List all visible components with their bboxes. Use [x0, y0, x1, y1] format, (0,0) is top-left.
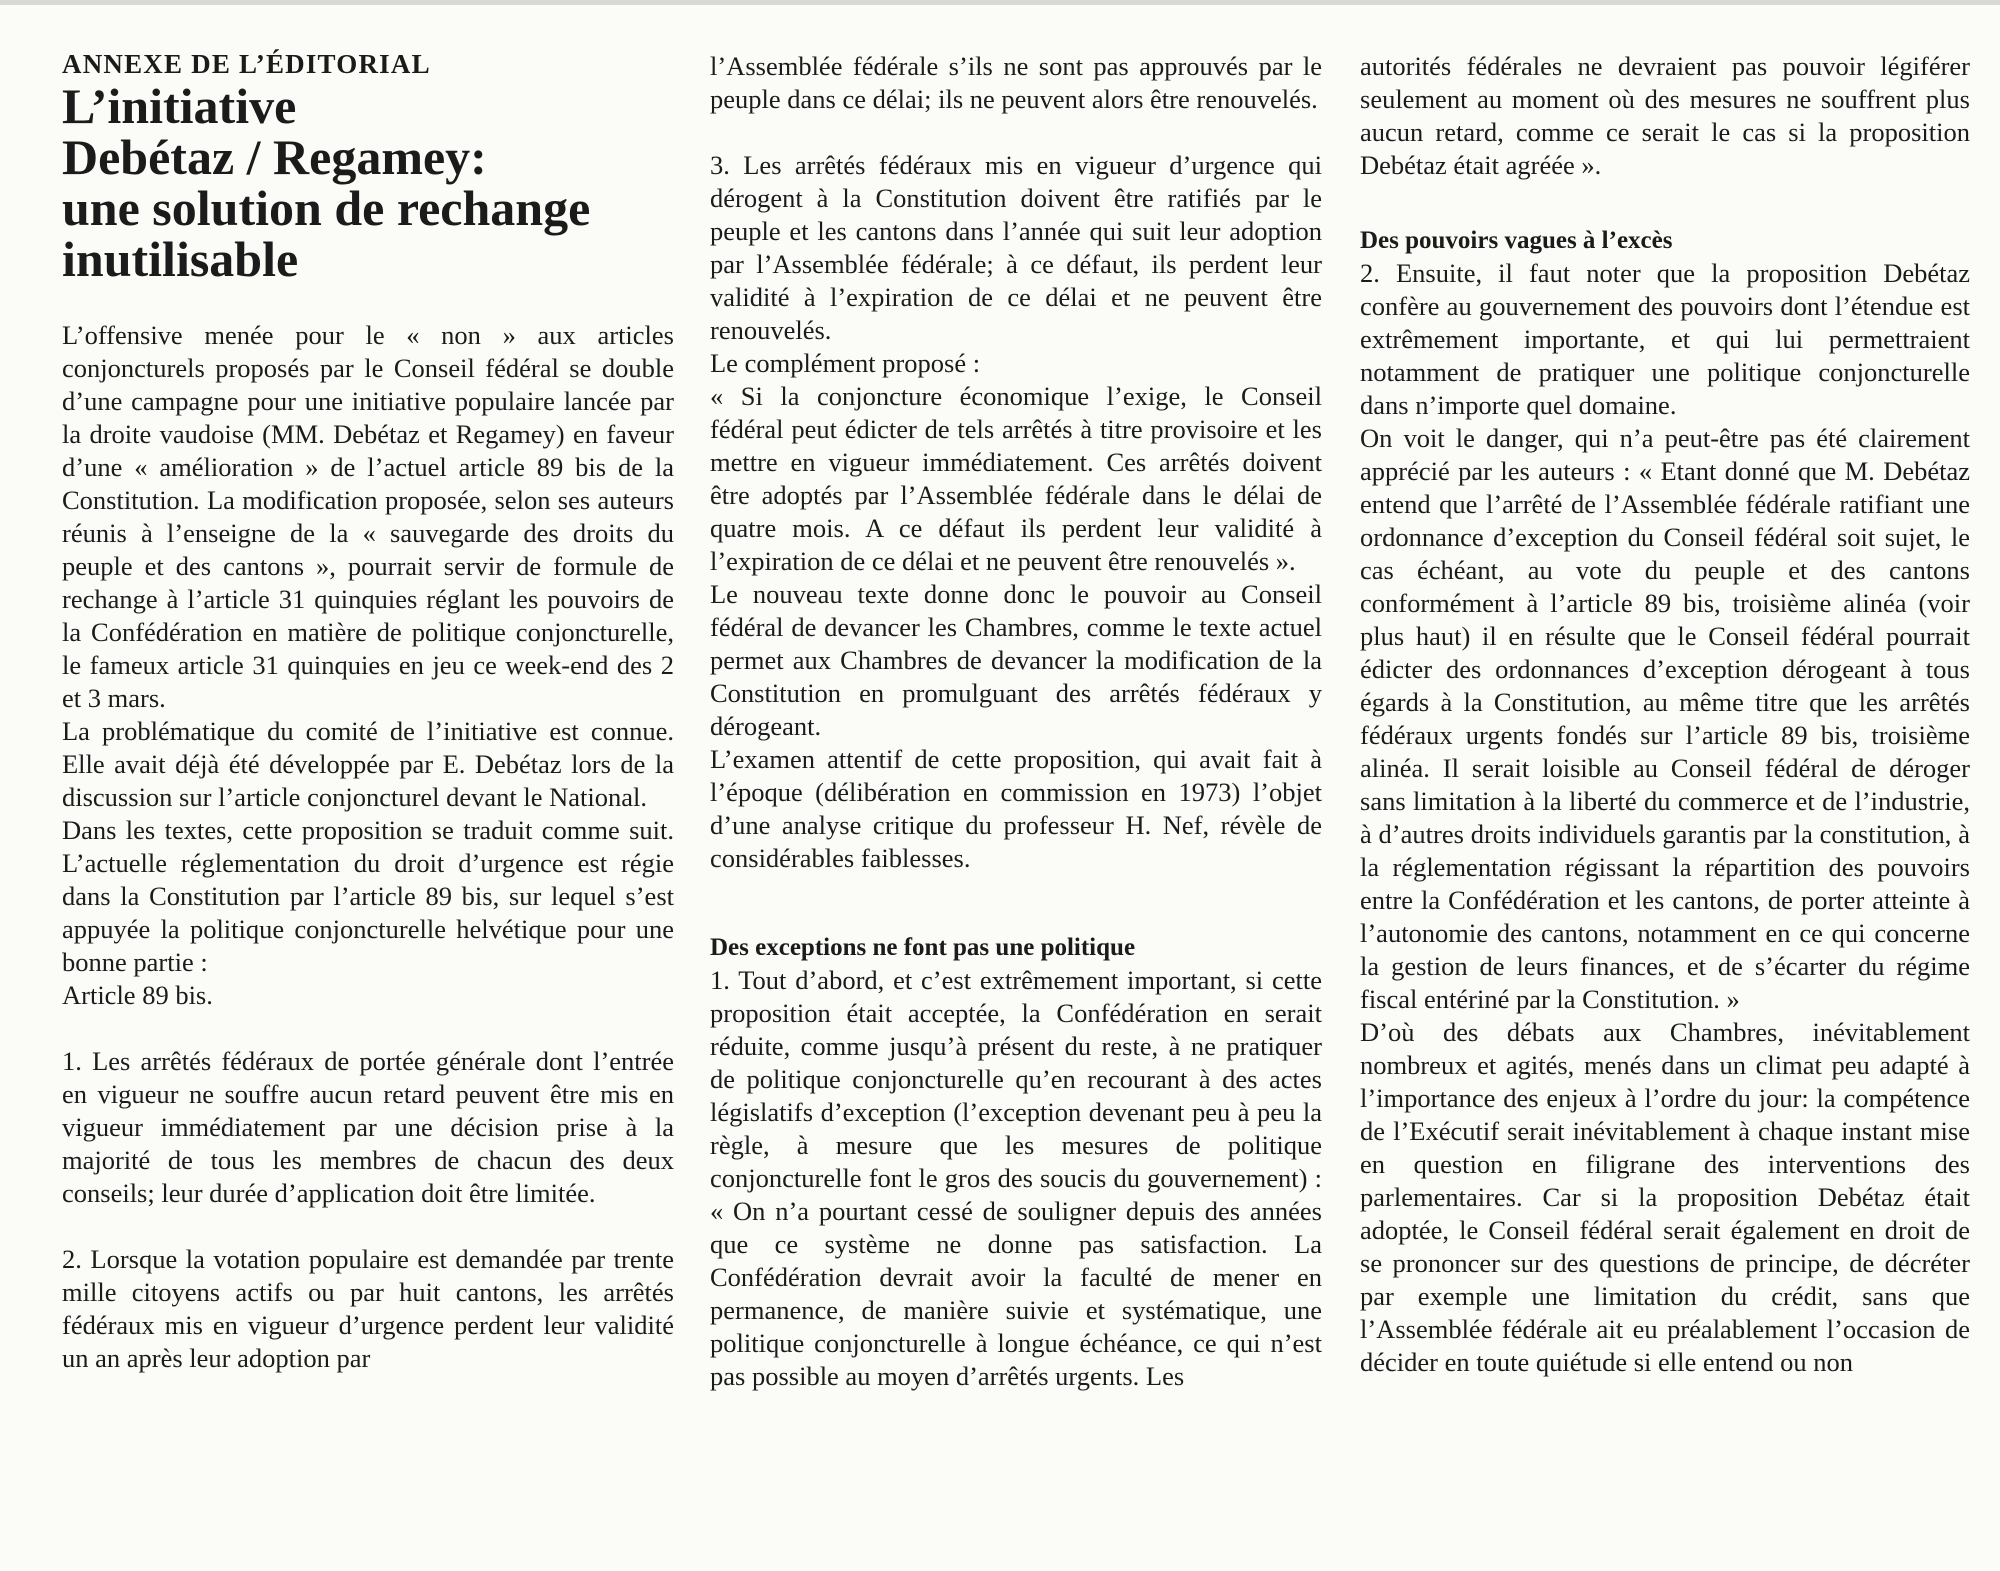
paragraph: 1. Tout d’abord, et c’est extrêmement important, si cette proposition était acceptée, la Confédération en serait réduite, comme jusqu’à présent du reste, à ne pratiquer de politique conjoncturelle qu’en recourant à des actes législatifs d’exception (l’exception devenant peu à peu la règle, à mesure que les mesures de politique conjoncturelle font le gros des soucis du gouvernement) : « On n’a pourtant cessé de souligner depuis des années que ce système ne donne pas satisfaction. La Confédération devrait avoir la faculté de mener en permanence, de manière suivie et systématique, une politique conjoncturelle à longue échéance, ce qui n’est pas possible au moyen d’arrêtés urgents. Les: [710, 965, 1322, 1391]
paragraph: 2. Lorsque la votation populaire est demandée par trente mille citoyens actifs ou par huit cantons, les arrêtés fédéraux mis en vigueur d’urgence perdent leur validité un an après leur adoption par: [62, 1244, 674, 1373]
paragraph: L’examen attentif de cette proposition, qui avait fait à l’époque (délibération en commission en 1973) l’objet d’une analyse critique du professeur H. Nef, révèle de considérables faiblesses.: [710, 744, 1322, 873]
paragraph: On voit le danger, qui n’a peut-être pas été clairement apprécié par les auteurs : « Etant donné que M. Debétaz entend que l’arrêté de l’Assemblée fédérale ratifiant une ordonnance d’exception du Conseil fédéral soit sujet, le cas échéant, au vote du peuple et des cantons conformément à l’article 89 bis, troisième alinéa (voir plus haut) il en résulte que le Conseil fédéral pourrait édicter des ordonnances d’exception dérogeant à tous égards à la Constitution, au même titre que les arrêtés fédéraux urgents fondés sur l’article 89 bis, troisième alinéa. Il serait loisible au Conseil fédéral de déroger sans limitation à la liberté du commerce et de l’industrie, à d’autres droits individuels garantis par la constitution, à la réglementation régissant la répartition des pouvoirs entre la Confédération et les cantons, de porter atteinte à l’autonomie des cantons, notamment en ce qui concerne la gestion de leurs finances, et de s’écarter du régime fiscal entériné par la Constitution. »: [1360, 423, 1970, 1014]
headline-line-1: L’initiative: [62, 78, 297, 134]
paragraph: 3. Les arrêtés fédéraux mis en vigueur d’urgence qui dérogent à la Constitution doivent être ratifiés par le peuple et les cantons dans l’année qui suit leur adoption par l’Assemblée fédérale; à ce défaut, ils perdent leur validité à l’expiration de ce délai et ne peuvent être renouvelés.: [710, 150, 1322, 345]
paragraph: Dans les textes, cette proposition se traduit comme suit. L’actuelle réglementation du droit d’urgence est régie dans la Constitution par l’article 89 bis, sur lequel s’est appuyée la politique conjoncturelle helvétique pour une bonne partie :: [62, 815, 674, 977]
column-1: [62, 48, 674, 1375]
paragraph: Le complément proposé :: [710, 348, 981, 378]
section-subheading: Des exceptions ne font pas une politique: [710, 934, 1136, 961]
paragraph: Le nouveau texte donne donc le pouvoir au Conseil fédéral de devancer les Chambres, comme le texte actuel permet aux Chambres de devancer la modification de la Constitution en promulguant des arrêtés fédéraux y dérogeant.: [710, 579, 1322, 741]
headline-line-2: Debétaz / Regamey:: [62, 129, 487, 185]
column-3: [1360, 50, 1970, 1379]
quote-paragraph: « Si la conjoncture économique l’exige, le Conseil fédéral peut édicter de tels arrêtés à titre provisoire et les mettre en vigueur immédiatement. Ces arrêtés doivent être adoptés par l’Assemblée fédérale dans le délai de quatre mois. A ce défaut ils perdent leur validité à l’expiration de ce délai et ne peuvent être renouvelés ».: [710, 381, 1322, 576]
article-headline: [62, 78, 674, 287]
paragraph: La problématique du comité de l’initiative est connue. Elle avait déjà été développée par E. Debétaz lors de la discussion sur l’article conjoncturel devant le National.: [62, 716, 674, 812]
paragraph: l’Assemblée fédérale s’ils ne sont pas approuvés par le peuple dans ce délai; ils ne peuvent alors être renouvelés.: [710, 51, 1322, 114]
section-kicker: ANNEXE DE L’ÉDITORIAL: [62, 49, 431, 79]
paragraph: D’où des débats aux Chambres, inévitablement nombreux et agités, menés dans un climat peu adapté à l’importance des enjeux à l’ordre du jour: la compétence de l’Exécutif serait inévitablement à chaque instant mise en question en filigrane des interventions des parlementaires. Car si la proposition Debétaz était adoptée, le Conseil fédéral serait également en droit de se prononcer sur des questions de principe, de décréter par exemple une limitation du crédit, sans que l’Assemblée fédérale ait eu préalablement l’occasion de décider en toute quiétude si elle entend ou non: [1360, 1017, 1970, 1377]
paragraph: L’offensive menée pour le « non » aux articles conjoncturels proposés par le Conseil fédéral se double d’une campagne pour une initiative populaire lancée par la droite vaudoise (MM. Debétaz et Regamey) en faveur d’une « amélioration » de l’actuel article 89 bis de la Constitution. La modification proposée, selon ses auteurs réunis à l’enseigne de la « sauvegarde des droits du peuple et des cantons », pourrait servir de formule de rechange à l’article 31 quinquies réglant les pouvoirs de la Confédération en matière de politique conjoncturelle, le fameux article 31 quinquies en jeu ce week-end des 2 et 3 mars.: [62, 320, 674, 713]
paragraph: 2. Ensuite, il faut noter que la proposition Debétaz confère au gouvernement des pouvoirs dont l’étendue est extrêmement importante, et qui lui permettraient notamment de pratiquer une politique conjoncturelle dans n’importe quel domaine.: [1360, 258, 1970, 420]
paragraph: Article 89 bis.: [62, 980, 213, 1010]
paragraph: 1. Les arrêtés fédéraux de portée générale dont l’entrée en vigueur ne souffre aucun retard peuvent être mis en vigueur immédiatement par une décision prise à la majorité de tous les membres de chacun des deux conseils; leur durée d’application doit être limitée.: [62, 1046, 674, 1208]
paragraph: autorités fédérales ne devraient pas pouvoir légiférer seulement au moment où des mesures ne souffrent plus aucun retard, comme ce serait le cas si la proposition Debétaz était agréée ».: [1360, 51, 1970, 180]
headline-line-4: inutilisable: [62, 231, 299, 287]
page-edge: [0, 0, 2000, 5]
section-subheading: Des pouvoirs vagues à l’excès: [1360, 227, 1673, 254]
column-2: [710, 50, 1322, 1393]
headline-line-3: une solution de rechange: [62, 180, 591, 236]
